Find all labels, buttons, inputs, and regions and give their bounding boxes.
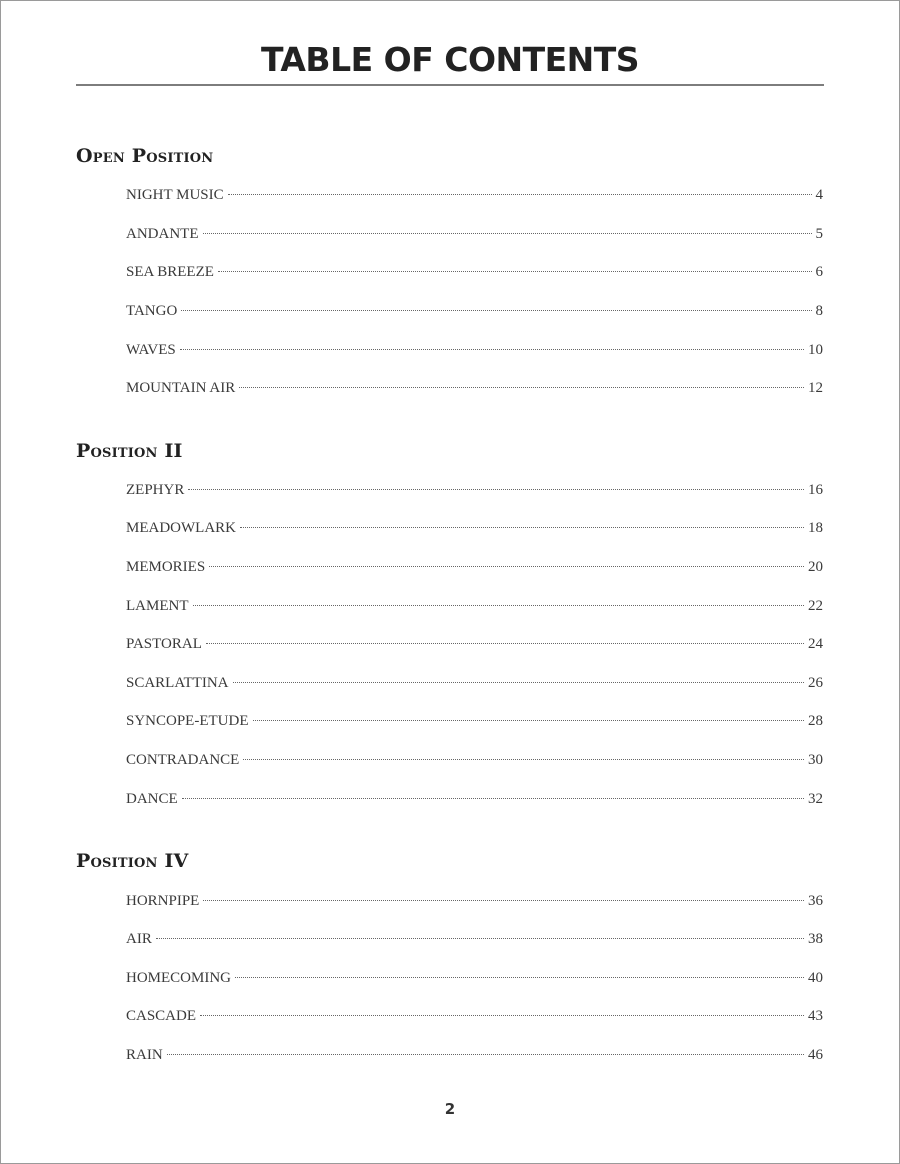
entry-page: 8 — [815, 303, 823, 319]
entry-page: 18 — [808, 520, 823, 536]
entry-page: 26 — [808, 675, 823, 691]
page-number: 2 — [444, 1100, 456, 1118]
entry-page: 16 — [808, 482, 823, 498]
entry-page: 5 — [815, 226, 823, 242]
dot-leader — [209, 566, 804, 567]
entry-title: PASTORAL — [126, 636, 202, 652]
toc-entry[interactable] — [126, 968, 823, 988]
entry-title: AIR — [126, 931, 152, 947]
toc-entry[interactable] — [126, 634, 823, 654]
toc-entry[interactable] — [126, 480, 823, 500]
entry-title: SCARLATTINA — [126, 675, 229, 691]
entry-title: DANCE — [126, 791, 178, 807]
entry-title: WAVES — [126, 342, 176, 358]
dot-leader — [253, 720, 805, 721]
entry-page: 36 — [808, 893, 823, 909]
dot-leader — [182, 798, 804, 799]
entry-page: 4 — [815, 187, 823, 203]
dot-leader — [233, 682, 804, 683]
toc-entry[interactable] — [126, 224, 823, 244]
dot-leader — [218, 271, 812, 272]
entry-page: 40 — [808, 970, 823, 986]
entry-title: NIGHT MUSIC — [126, 187, 224, 203]
dot-leader — [240, 527, 804, 528]
dot-leader — [203, 233, 812, 234]
entry-title: HORNPIPE — [126, 893, 200, 909]
entry-page: 43 — [808, 1008, 823, 1024]
entry-title: ZEPHYR — [126, 482, 185, 498]
entry-title: MOUNTAIN AIR — [126, 380, 236, 396]
toc-entry[interactable] — [126, 891, 823, 911]
entry-title: LAMENT — [126, 598, 189, 614]
toc-entry[interactable] — [126, 673, 823, 693]
title-rule — [76, 84, 824, 86]
dot-leader — [203, 900, 804, 901]
toc-entry[interactable] — [126, 340, 823, 360]
entry-title: ANDANTE — [126, 226, 199, 242]
toc-entry[interactable] — [126, 301, 823, 321]
dot-leader — [206, 643, 804, 644]
section-heading-position-iv: Position IV — [76, 850, 189, 872]
entry-title: SYNCOPE-ETUDE — [126, 713, 249, 729]
entry-page: 10 — [808, 342, 823, 358]
toc-entry[interactable] — [126, 378, 823, 398]
toc-entry[interactable] — [126, 557, 823, 577]
section-heading-position-ii: Position II — [76, 440, 183, 462]
section-heading-open-position: Open Position — [76, 145, 214, 167]
dot-leader — [235, 977, 804, 978]
dot-leader — [193, 605, 805, 606]
entry-page: 20 — [808, 559, 823, 575]
toc-entry[interactable] — [126, 185, 823, 205]
toc-entry[interactable] — [126, 789, 823, 809]
entry-title: MEADOWLARK — [126, 520, 236, 536]
entry-page: 6 — [815, 264, 823, 280]
entry-page: 32 — [808, 791, 823, 807]
toc-entry[interactable] — [126, 1006, 823, 1026]
toc-entry[interactable] — [126, 929, 823, 949]
entry-title: CASCADE — [126, 1008, 197, 1024]
toc-entry[interactable] — [126, 711, 823, 731]
entry-page: 12 — [808, 380, 823, 396]
dot-leader — [180, 349, 804, 350]
entry-page: 24 — [808, 636, 823, 652]
entry-title: RAIN — [126, 1047, 163, 1063]
entry-page: 22 — [808, 598, 823, 614]
page-title: TABLE OF CONTENTS — [260, 40, 640, 79]
dot-leader — [188, 489, 804, 490]
entry-page: 28 — [808, 713, 823, 729]
toc-entry[interactable] — [126, 262, 823, 282]
entry-page: 30 — [808, 752, 823, 768]
entry-title: MEMORIES — [126, 559, 206, 575]
entry-page: 38 — [808, 931, 823, 947]
dot-leader — [243, 759, 804, 760]
entry-title: CONTRADANCE — [126, 752, 240, 768]
toc-entry[interactable] — [126, 518, 823, 538]
dot-leader — [200, 1015, 804, 1016]
toc-entry[interactable] — [126, 750, 823, 770]
entry-title: HOMECOMING — [126, 970, 231, 986]
dot-leader — [181, 310, 811, 311]
entry-title: TANGO — [126, 303, 178, 319]
entry-title: SEA BREEZE — [126, 264, 214, 280]
dot-leader — [167, 1054, 804, 1055]
toc-entry[interactable] — [126, 1045, 823, 1065]
dot-leader — [156, 938, 804, 939]
dot-leader — [239, 387, 804, 388]
dot-leader — [228, 194, 812, 195]
toc-entry[interactable] — [126, 596, 823, 616]
entry-page: 46 — [808, 1047, 823, 1063]
